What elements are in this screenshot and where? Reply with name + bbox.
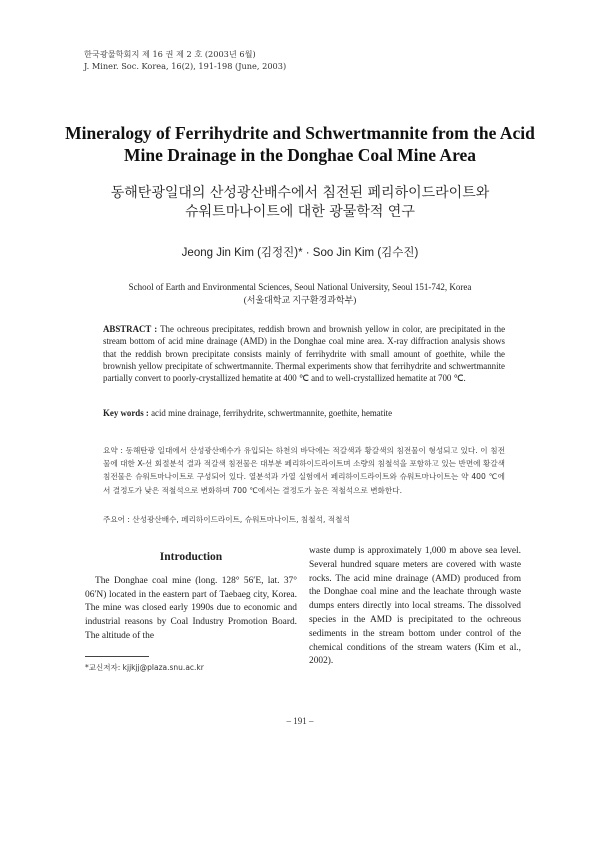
section-heading-introduction: Introduction [159, 551, 223, 563]
keywords-english [103, 408, 505, 418]
affiliation-korean: (서울대학교 지구환경과학부) [243, 294, 357, 305]
title-line-1: Mineralogy of Ferrihydrite and Schwertmannite from the Acid [65, 123, 535, 143]
right-column [309, 545, 521, 669]
keywords-label: Key words : [103, 408, 149, 418]
left-column [85, 551, 297, 644]
corresponding-author-footnote: *교신저자: kjjkjj@plaza.snu.ac.kr [85, 663, 204, 672]
affiliation-english: School of Earth and Environmental Sciences, Seoul National University, Seoul 151-742, Korea [128, 282, 472, 292]
korean-title-line-2: 슈워트마나이트에 대한 광물학적 연구 [185, 204, 415, 220]
abstract-korean [103, 444, 505, 497]
paper-title-korean [40, 184, 560, 222]
journal-citation-english: J. Miner. Soc. Korea, 16(2), 191-198 (June, 2003) [84, 61, 287, 71]
abstract-label: ABSTRACT : [103, 324, 158, 334]
keywords-korean [103, 514, 505, 525]
footnote-divider [85, 656, 149, 657]
korean-keywords-label: 주요어 : [103, 515, 130, 524]
korean-abstract-label: 요약 : [103, 446, 123, 455]
page-number: – 191 – [286, 716, 314, 726]
journal-citation-korean: 한국광물학회지 제 16 권 제 2 호 (2003년 6월) [84, 49, 256, 59]
keywords-text: acid mine drainage, ferrihydrite, schwertmannite, goethite, hematite [151, 408, 393, 418]
journal-header [84, 48, 286, 72]
korean-abstract-text: 동해탄광 일대에서 산성광산배수가 유입되는 하천의 바닥에는 적갈색과 황갈색의 침전물이 형성되고 있다. 이 침전물에 대한 X-선 회절분석 결과 적갈색 침전물은 대부분 페리하이드라이트며 소량의 침철석을 포함하고 있는 반면에 황갈색 침전물은 슈워트마나이트로 구성되어 있다. 열분석과 가열 실험에서 페리하이드라이트와 슈워트마나이트는 약 400 ℃에서 결정도가 낮은 적철석으로 변화하며 700 ℃에서는 결정도가 높은 적철석으로 변화한다. [103, 446, 505, 495]
paper-title-english [40, 122, 560, 166]
korean-keywords-text: 산성광산배수, 페리하이드라이트, 슈워트마나이트, 침철석, 적철석 [132, 515, 350, 524]
korean-title-line-1: 동해탄광일대의 산성광산배수에서 침전된 페리하이드라이트와 [110, 185, 490, 201]
abstract-text: The ochreous precipitates, reddish brown and brownish yellow in color, are precipitated in the stream bottom of acid mine drainage (AMD) in the Donghae coal mine area. X-ray diffraction analysis shows that the reddish brown precipitate consists mainly of ferrihydrite with small amount of goethite, while the brownish yellow precipitate of schwertmannite. Thermal experiments show that ferrihydrite and schwertmannite partially convert to poorly-crystallized hematite at 400 ℃ and to well-crystallized hematite at 700 ℃. [103, 324, 506, 384]
affiliation [40, 281, 560, 306]
abstract-english [103, 323, 505, 384]
author-list: Jeong Jin Kim (김정진)* · Soo Jin Kim (김수진) [181, 247, 419, 259]
intro-paragraph-left: The Donghae coal mine (long. 128° 56′E, lat. 37° 06′N) located in the eastern part of Taebaeg city, Korea. The mine was closed early 1990s due to economic and industrial reasons by Coal Industry Promotion Board. The altitude of the [85, 575, 297, 641]
title-line-2: Mine Drainage in the Donghae Coal Mine Area [123, 145, 477, 165]
intro-paragraph-right: waste dump is approximately 1,000 m above sea level. Several hundred square meters are covered with waste rocks. The acid mine drainage (AMD) produced from the Donghae coal mine and the leachate through waste dumps enters directly into local streams. The dissolved species in the AMD is precipitated to the ochreous sediments in the stream bottom under control of the chemical conditions of the stream waters (Kim et al., 2002). [309, 546, 521, 667]
